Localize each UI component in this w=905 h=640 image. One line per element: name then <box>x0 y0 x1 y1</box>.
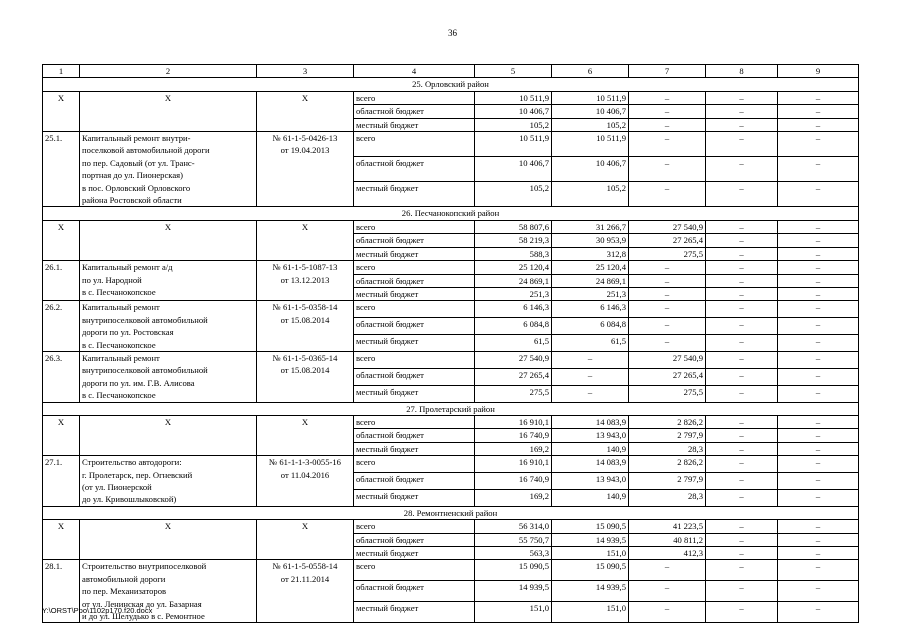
header-cell: 9 <box>778 65 859 78</box>
budget-type-cell: всего <box>354 91 475 104</box>
value-cell: – <box>778 318 859 335</box>
item-name-line: от ул. Ленинская до ул. Базарная <box>82 598 202 609</box>
summary-x-cell: X <box>43 520 80 560</box>
item-number: 26.2. <box>43 301 80 352</box>
value-cell: – <box>778 220 859 233</box>
budget-type-cell: местный бюджет <box>354 335 475 352</box>
header-cell: 4 <box>354 65 475 78</box>
value-cell: – <box>706 429 778 442</box>
item-number: 27.1. <box>43 456 80 507</box>
item-document-line: от 13.12.2013 <box>280 274 330 285</box>
value-cell: 10 511,9 <box>552 132 629 157</box>
value-cell: 169,2 <box>475 442 552 455</box>
value-cell: 28,3 <box>629 442 706 455</box>
value-cell: – <box>706 489 778 506</box>
budget-type-cell: областной бюджет <box>354 274 475 287</box>
value-cell: 6 146,3 <box>475 301 552 318</box>
value-cell: 58 219,3 <box>475 234 552 247</box>
budget-type-cell: местный бюджет <box>354 489 475 506</box>
value-cell: – <box>629 261 706 274</box>
item-document-line: от 11.04.2016 <box>280 469 330 480</box>
page-number: 36 <box>448 28 457 38</box>
value-cell: 2 826,2 <box>629 456 706 473</box>
value-cell: – <box>706 157 778 182</box>
value-cell: – <box>778 157 859 182</box>
budget-type-cell: всего <box>354 301 475 318</box>
value-cell: – <box>778 335 859 352</box>
value-cell: – <box>629 182 706 207</box>
item-row <box>43 456 859 473</box>
section-title: 25. Орловский район <box>43 78 859 91</box>
budget-type-cell: областной бюджет <box>354 429 475 442</box>
value-cell: – <box>552 385 629 402</box>
summary-x-cell: X <box>80 91 257 131</box>
value-cell: – <box>778 489 859 506</box>
value-cell: – <box>629 560 706 581</box>
budget-type-cell: местный бюджет <box>354 442 475 455</box>
item-document <box>257 351 354 402</box>
value-cell: – <box>778 442 859 455</box>
value-cell: – <box>629 318 706 335</box>
header-cell: 5 <box>475 65 552 78</box>
value-cell: 275,5 <box>475 385 552 402</box>
item-name-line: автомобильной дороги <box>82 573 166 584</box>
item-document-line: от 19.04.2013 <box>280 145 330 156</box>
value-cell: 61,5 <box>475 335 552 352</box>
header-cell: 6 <box>552 65 629 78</box>
budget-type-cell: местный бюджет <box>354 247 475 260</box>
header-cell: 2 <box>80 65 257 78</box>
value-cell: – <box>778 520 859 533</box>
value-cell: – <box>706 368 778 385</box>
item-name-line: Капитальный ремонт а/д <box>82 262 173 273</box>
value-cell: – <box>778 351 859 368</box>
summary-row <box>43 415 859 428</box>
value-cell: 105,2 <box>552 182 629 207</box>
item-row <box>43 132 859 157</box>
value-cell: 56 314,0 <box>475 520 552 533</box>
value-cell: – <box>706 351 778 368</box>
item-name-line: дороги по ул. Ростовская <box>82 327 174 338</box>
value-cell: – <box>706 547 778 560</box>
value-cell: – <box>706 182 778 207</box>
value-cell: 14 939,5 <box>552 581 629 602</box>
item-name-line: внутрипоселковой автомобильной <box>82 365 208 376</box>
value-cell: – <box>706 602 778 623</box>
value-cell: 58 807,6 <box>475 220 552 233</box>
section-title: 26. Песчанокопский район <box>43 207 859 220</box>
budget-type-cell: областной бюджет <box>354 368 475 385</box>
item-name-line: Капитальный ремонт <box>82 352 160 363</box>
budget-type-cell: областной бюджет <box>354 473 475 490</box>
value-cell: – <box>778 429 859 442</box>
item-name-line: и до ул. Шелудько в с. Ремонтное <box>82 611 205 622</box>
value-cell: 41 223,5 <box>629 520 706 533</box>
item-name-line: района Ростовской области <box>82 195 182 206</box>
value-cell: 151,0 <box>552 547 629 560</box>
value-cell: 24 869,1 <box>552 274 629 287</box>
value-cell: – <box>778 581 859 602</box>
item-name-line: по пер. Садовый (от ул. Транс- <box>82 157 195 168</box>
summary-row <box>43 220 859 233</box>
item-name <box>80 301 257 352</box>
value-cell: 251,3 <box>475 287 552 300</box>
budget-type-cell: местный бюджет <box>354 547 475 560</box>
item-name-line: поселковой автомобильной дороги <box>82 145 210 156</box>
value-cell: 10 511,9 <box>475 91 552 104</box>
item-document <box>257 301 354 352</box>
budget-type-cell: местный бюджет <box>354 182 475 207</box>
value-cell: 2 797,9 <box>629 429 706 442</box>
value-cell: – <box>706 132 778 157</box>
value-cell: 588,3 <box>475 247 552 260</box>
value-cell: – <box>778 547 859 560</box>
value-cell: – <box>778 182 859 207</box>
value-cell: 13 943,0 <box>552 429 629 442</box>
value-cell: 27 540,9 <box>475 351 552 368</box>
value-cell: – <box>552 368 629 385</box>
value-cell: 16 910,1 <box>475 456 552 473</box>
value-cell: 140,9 <box>552 442 629 455</box>
item-row <box>43 261 859 274</box>
item-name-line: до ул. Кривошлыковской) <box>82 494 177 505</box>
value-cell: 275,5 <box>629 247 706 260</box>
value-cell: 25 120,4 <box>552 261 629 274</box>
value-cell: – <box>778 560 859 581</box>
value-cell: 412,3 <box>629 547 706 560</box>
value-cell: – <box>778 301 859 318</box>
budget-type-cell: областной бюджет <box>354 318 475 335</box>
budget-type-cell: всего <box>354 456 475 473</box>
item-name-line: дороги по ул. им. Г.В. Алисова <box>82 377 195 388</box>
item-row <box>43 560 859 581</box>
value-cell: – <box>778 118 859 131</box>
value-cell: – <box>778 473 859 490</box>
value-cell: 251,3 <box>552 287 629 300</box>
value-cell: 10 406,7 <box>552 105 629 118</box>
value-cell: – <box>706 415 778 428</box>
budget-type-cell: областной бюджет <box>354 105 475 118</box>
value-cell: – <box>778 368 859 385</box>
item-number: 26.1. <box>43 261 80 301</box>
item-document-line: от 15.08.2014 <box>280 365 330 376</box>
value-cell: 10 511,9 <box>552 91 629 104</box>
value-cell: 6 146,3 <box>552 301 629 318</box>
value-cell: 40 811,2 <box>629 533 706 546</box>
value-cell: – <box>706 261 778 274</box>
value-cell: – <box>778 91 859 104</box>
value-cell: – <box>778 415 859 428</box>
item-name-line: Капитальный ремонт внутри- <box>82 133 191 144</box>
section-title-row <box>43 78 859 91</box>
item-document-line: от 21.11.2014 <box>280 573 330 584</box>
header-row <box>43 65 859 78</box>
value-cell: – <box>706 274 778 287</box>
value-cell: – <box>778 261 859 274</box>
value-cell: – <box>706 473 778 490</box>
value-cell: – <box>629 602 706 623</box>
value-cell: – <box>706 520 778 533</box>
value-cell: 16 740,9 <box>475 473 552 490</box>
value-cell: 563,3 <box>475 547 552 560</box>
item-name <box>80 261 257 301</box>
item-name-line: по ул. Народной <box>82 274 142 285</box>
value-cell: – <box>778 274 859 287</box>
value-cell: – <box>778 287 859 300</box>
item-name-line: внутрипоселковой автомобильной <box>82 314 208 325</box>
value-cell: 15 090,5 <box>552 560 629 581</box>
budget-type-cell: всего <box>354 351 475 368</box>
value-cell: – <box>706 301 778 318</box>
value-cell: – <box>629 581 706 602</box>
budget-type-cell: областной бюджет <box>354 234 475 247</box>
item-name <box>80 456 257 507</box>
value-cell: 27 540,9 <box>629 351 706 368</box>
value-cell: 105,2 <box>475 182 552 207</box>
item-document <box>257 261 354 301</box>
item-document-line: № 61-1-1-3-0055-16 <box>269 457 341 468</box>
value-cell: – <box>706 318 778 335</box>
value-cell: – <box>706 287 778 300</box>
value-cell: – <box>629 335 706 352</box>
value-cell: 2 826,2 <box>629 415 706 428</box>
item-document-line: от 15.08.2014 <box>280 314 330 325</box>
summary-x-cell: X <box>257 520 354 560</box>
value-cell: – <box>629 91 706 104</box>
value-cell: 140,9 <box>552 489 629 506</box>
value-cell: 61,5 <box>552 335 629 352</box>
value-cell: 14 939,5 <box>475 581 552 602</box>
value-cell: – <box>706 533 778 546</box>
item-name-line: г. Пролетарск, пер. Огневский <box>82 469 193 480</box>
value-cell: – <box>706 105 778 118</box>
value-cell: – <box>629 118 706 131</box>
value-cell: – <box>706 91 778 104</box>
summary-x-cell: X <box>43 220 80 260</box>
value-cell: 151,0 <box>552 602 629 623</box>
value-cell: 30 953,9 <box>552 234 629 247</box>
value-cell: 27 540,9 <box>629 220 706 233</box>
summary-x-cell: X <box>80 220 257 260</box>
budget-type-cell: всего <box>354 132 475 157</box>
item-name-line: Капитальный ремонт <box>82 302 160 313</box>
value-cell: 10 406,7 <box>475 157 552 182</box>
value-cell: – <box>706 335 778 352</box>
item-document-line: № 61-1-5-1087-13 <box>272 262 338 273</box>
item-name <box>80 351 257 402</box>
value-cell: – <box>778 234 859 247</box>
summary-x-cell: X <box>43 415 80 455</box>
value-cell: – <box>629 132 706 157</box>
budget-type-cell: областной бюджет <box>354 157 475 182</box>
value-cell: – <box>706 560 778 581</box>
item-number: 28.1. <box>43 560 80 623</box>
value-cell: – <box>778 533 859 546</box>
value-cell: – <box>778 105 859 118</box>
summary-x-cell: X <box>257 415 354 455</box>
value-cell: 169,2 <box>475 489 552 506</box>
value-cell: 24 869,1 <box>475 274 552 287</box>
value-cell: 6 084,8 <box>475 318 552 335</box>
item-document <box>257 132 354 207</box>
summary-row <box>43 91 859 104</box>
item-name-line: портная до ул. Пионерская) <box>82 170 183 181</box>
summary-x-cell: X <box>257 220 354 260</box>
item-name-line: по пер. Механизаторов <box>82 586 167 597</box>
item-document-line: № 61-1-5-0365-14 <box>272 352 338 363</box>
value-cell: – <box>778 456 859 473</box>
value-cell: 27 265,4 <box>475 368 552 385</box>
value-cell: – <box>778 247 859 260</box>
value-cell: – <box>629 157 706 182</box>
value-cell: 151,0 <box>475 602 552 623</box>
item-name <box>80 132 257 207</box>
value-cell: 14 939,5 <box>552 533 629 546</box>
item-document-line: № 61-1-5-0358-14 <box>272 302 338 313</box>
value-cell: 25 120,4 <box>475 261 552 274</box>
value-cell: 55 750,7 <box>475 533 552 546</box>
value-cell: 16 740,9 <box>475 429 552 442</box>
value-cell: 10 406,7 <box>552 157 629 182</box>
budget-table <box>42 64 859 623</box>
header-cell: 3 <box>257 65 354 78</box>
section-title: 28. Ремонтненский район <box>43 506 859 519</box>
item-row <box>43 301 859 318</box>
item-document <box>257 456 354 507</box>
item-name-line: (от ул. Пионерской <box>82 482 152 492</box>
value-cell: – <box>706 385 778 402</box>
item-document-line: № 61-1-5-0558-14 <box>272 561 338 572</box>
item-name-line: Строительство внутрипоселковой <box>82 561 207 572</box>
summary-x-cell: X <box>80 415 257 455</box>
item-name-line: в с. Песчанокопское <box>82 390 156 401</box>
item-name-line: Строительство автодороги: <box>82 457 182 468</box>
budget-type-cell: всего <box>354 220 475 233</box>
budget-type-cell: всего <box>354 520 475 533</box>
value-cell: – <box>629 287 706 300</box>
header-cell: 7 <box>629 65 706 78</box>
value-cell: 15 090,5 <box>552 520 629 533</box>
value-cell: 6 084,8 <box>552 318 629 335</box>
value-cell: – <box>629 105 706 118</box>
budget-type-cell: местный бюджет <box>354 118 475 131</box>
budget-type-cell: всего <box>354 261 475 274</box>
value-cell: – <box>629 301 706 318</box>
value-cell: 105,2 <box>552 118 629 131</box>
value-cell: – <box>552 351 629 368</box>
value-cell: – <box>706 234 778 247</box>
summary-row <box>43 520 859 533</box>
budget-type-cell: местный бюджет <box>354 287 475 300</box>
value-cell: 27 265,4 <box>629 368 706 385</box>
item-name-line: в с. Песчанокопское <box>82 339 156 350</box>
budget-type-cell: областной бюджет <box>354 581 475 602</box>
value-cell: 31 266,7 <box>552 220 629 233</box>
value-cell: 2 797,9 <box>629 473 706 490</box>
value-cell: – <box>706 247 778 260</box>
value-cell: – <box>706 456 778 473</box>
value-cell: 312,8 <box>552 247 629 260</box>
item-row <box>43 351 859 368</box>
summary-x-cell: X <box>257 91 354 131</box>
section-title: 27. Пролетарский район <box>43 402 859 415</box>
value-cell: 13 943,0 <box>552 473 629 490</box>
item-number: 25.1. <box>43 132 80 207</box>
file-path-footer: Y:\ORST\Ppo\1102p170.f20.docx <box>42 606 153 615</box>
summary-x-cell: X <box>80 520 257 560</box>
budget-type-cell: местный бюджет <box>354 385 475 402</box>
value-cell: – <box>706 581 778 602</box>
value-cell: 15 090,5 <box>475 560 552 581</box>
item-name-line: в с. Песчанокопское <box>82 286 156 297</box>
section-title-row <box>43 207 859 220</box>
value-cell: 16 910,1 <box>475 415 552 428</box>
value-cell: 14 083,9 <box>552 456 629 473</box>
item-name-line: в пос. Орловский Орловского <box>82 182 191 193</box>
value-cell: 14 083,9 <box>552 415 629 428</box>
value-cell: – <box>778 602 859 623</box>
header-cell: 8 <box>706 65 778 78</box>
budget-type-cell: всего <box>354 415 475 428</box>
value-cell: – <box>778 385 859 402</box>
section-title-row <box>43 402 859 415</box>
item-number: 26.3. <box>43 351 80 402</box>
budget-type-cell: местный бюджет <box>354 602 475 623</box>
budget-type-cell: областной бюджет <box>354 533 475 546</box>
section-title-row <box>43 506 859 519</box>
header-cell: 1 <box>43 65 80 78</box>
value-cell: – <box>706 442 778 455</box>
value-cell: 105,2 <box>475 118 552 131</box>
summary-x-cell: X <box>43 91 80 131</box>
value-cell: – <box>706 220 778 233</box>
item-document-line: № 61-1-5-0426-13 <box>272 133 338 144</box>
value-cell: 27 265,4 <box>629 234 706 247</box>
value-cell: – <box>629 274 706 287</box>
value-cell: 275,5 <box>629 385 706 402</box>
item-document <box>257 560 354 623</box>
value-cell: – <box>778 132 859 157</box>
value-cell: 10 511,9 <box>475 132 552 157</box>
value-cell: 10 406,7 <box>475 105 552 118</box>
budget-type-cell: всего <box>354 560 475 581</box>
value-cell: – <box>706 118 778 131</box>
value-cell: 28,3 <box>629 489 706 506</box>
